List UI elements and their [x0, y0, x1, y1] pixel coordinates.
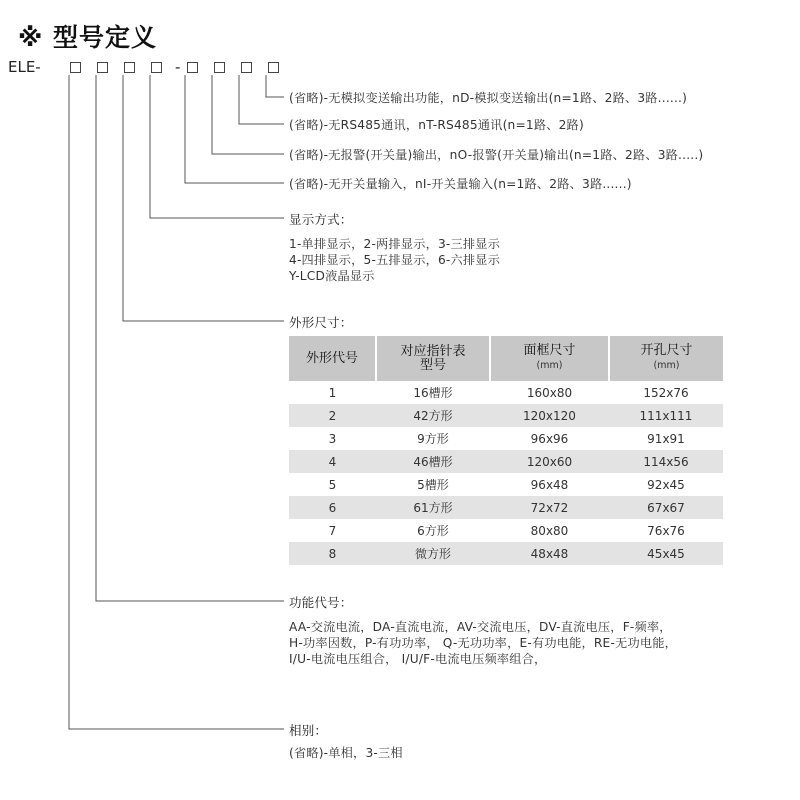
table-cell: 72x72: [490, 496, 609, 519]
phase-options: (省略)-单相，3-三相: [289, 746, 403, 760]
connector-rs485: [239, 75, 284, 124]
table-cell: 61方形: [376, 496, 490, 519]
header-label: 面框尺寸: [523, 343, 576, 358]
display-line: 4-四排显示，5-五排显示，6-六排显示: [289, 253, 501, 267]
table-cell: 92x45: [609, 473, 723, 496]
header-label: 开孔尺寸: [640, 343, 693, 358]
header-cell: [376, 336, 490, 381]
function-line: H-功率因数，P-有功功率， Q-无功功率，E-有功电能，RE-无功电能，: [289, 636, 677, 650]
table-cell: 微方形: [376, 542, 490, 565]
table-cell: 46槽形: [376, 450, 490, 473]
model-code-prefix: ELE-: [8, 58, 41, 76]
option-switch-input: (省略)-无开关量输入，nI-开关量输入(n=1路、2路、3路......): [289, 177, 632, 191]
dimensions-heading: 外形尺寸：: [289, 315, 353, 330]
connector-dimensions: [123, 75, 284, 321]
table-row: [289, 427, 723, 450]
table-cell: 16槽形: [376, 381, 490, 404]
table-cell: 80x80: [490, 519, 609, 542]
table-header-row: [289, 336, 723, 381]
display-heading: 显示方式：: [289, 212, 353, 227]
table-row: [289, 496, 723, 519]
display-line: Y-LCD液晶显示: [289, 269, 375, 283]
header-label: 外形代号: [305, 350, 358, 366]
connector-phase: [69, 75, 284, 729]
function-line: AA-交流电流，DA-直流电流，AV-交流电压，DV-直流电压，F-频率，: [289, 620, 672, 634]
table-cell: 91x91: [609, 427, 723, 450]
table-cell: 5槽形: [376, 473, 490, 496]
table-cell: 45x45: [609, 542, 723, 565]
option-alarm-output: (省略)-无报警(开关量)输出，nO-报警(开关量)输出(n=1路、2路、3路.....): [289, 148, 704, 162]
table-cell: 2: [289, 404, 376, 427]
table-cell: 42方形: [376, 404, 490, 427]
header-unit: (mm): [653, 360, 680, 371]
table-cell: 160x80: [490, 381, 609, 404]
connector-analog-output: [266, 75, 284, 97]
table-cell: 76x76: [609, 519, 723, 542]
table-cell: 111x111: [609, 404, 723, 427]
header-cell: [490, 336, 609, 381]
connector-alarm-output: [212, 75, 284, 154]
function-codes: [289, 619, 677, 667]
option-rs485: (省略)-无RS485通讯，nT-RS485通讯(n=1路、2路): [289, 118, 584, 132]
header-cell: [609, 336, 723, 381]
connector-switch-input: [185, 75, 284, 183]
table-cell: 7: [289, 519, 376, 542]
table-cell: 152x76: [609, 381, 723, 404]
table-row: [289, 450, 723, 473]
table-row: [289, 473, 723, 496]
table-row: [289, 381, 723, 404]
table-row: [289, 519, 723, 542]
function-heading: 功能代号：: [289, 595, 353, 610]
option-analog-output: (省略)-无模拟变送输出功能，nD-模拟变送输出(n=1路、2路、3路......): [289, 91, 688, 105]
table-cell: 6方形: [376, 519, 490, 542]
table-cell: 114x56: [609, 450, 723, 473]
connector-display: [150, 75, 284, 218]
table-cell: 3: [289, 427, 376, 450]
phase-heading: 相别：: [289, 723, 328, 738]
table-cell: 120x120: [490, 404, 609, 427]
table-cell: 4: [289, 450, 376, 473]
table-cell: 8: [289, 542, 376, 565]
display-line: 1-单排显示，2-两排显示，3-三排显示: [289, 237, 501, 251]
table-cell: 6: [289, 496, 376, 519]
table-cell: 1: [289, 381, 376, 404]
header-cell: [289, 336, 376, 381]
table-cell: 67x67: [609, 496, 723, 519]
table-row: [289, 404, 723, 427]
table-cell: 48x48: [490, 542, 609, 565]
table-cell: 9方形: [376, 427, 490, 450]
table-cell: 120x60: [490, 450, 609, 473]
display-options: [289, 236, 500, 284]
header-label: 对应指针表 型号: [400, 343, 466, 373]
header-unit: (mm): [536, 360, 563, 371]
function-line: I/U-电流电压组合， I/U/F-电流电压频率组合，: [289, 652, 547, 666]
table-row: [289, 542, 723, 565]
model-code-separator: -: [175, 58, 181, 76]
page-title: ※ 型号定义: [18, 23, 158, 52]
table-cell: 5: [289, 473, 376, 496]
dimensions-table: [289, 336, 723, 565]
table-cell: 96x48: [490, 473, 609, 496]
table-cell: 96x96: [490, 427, 609, 450]
